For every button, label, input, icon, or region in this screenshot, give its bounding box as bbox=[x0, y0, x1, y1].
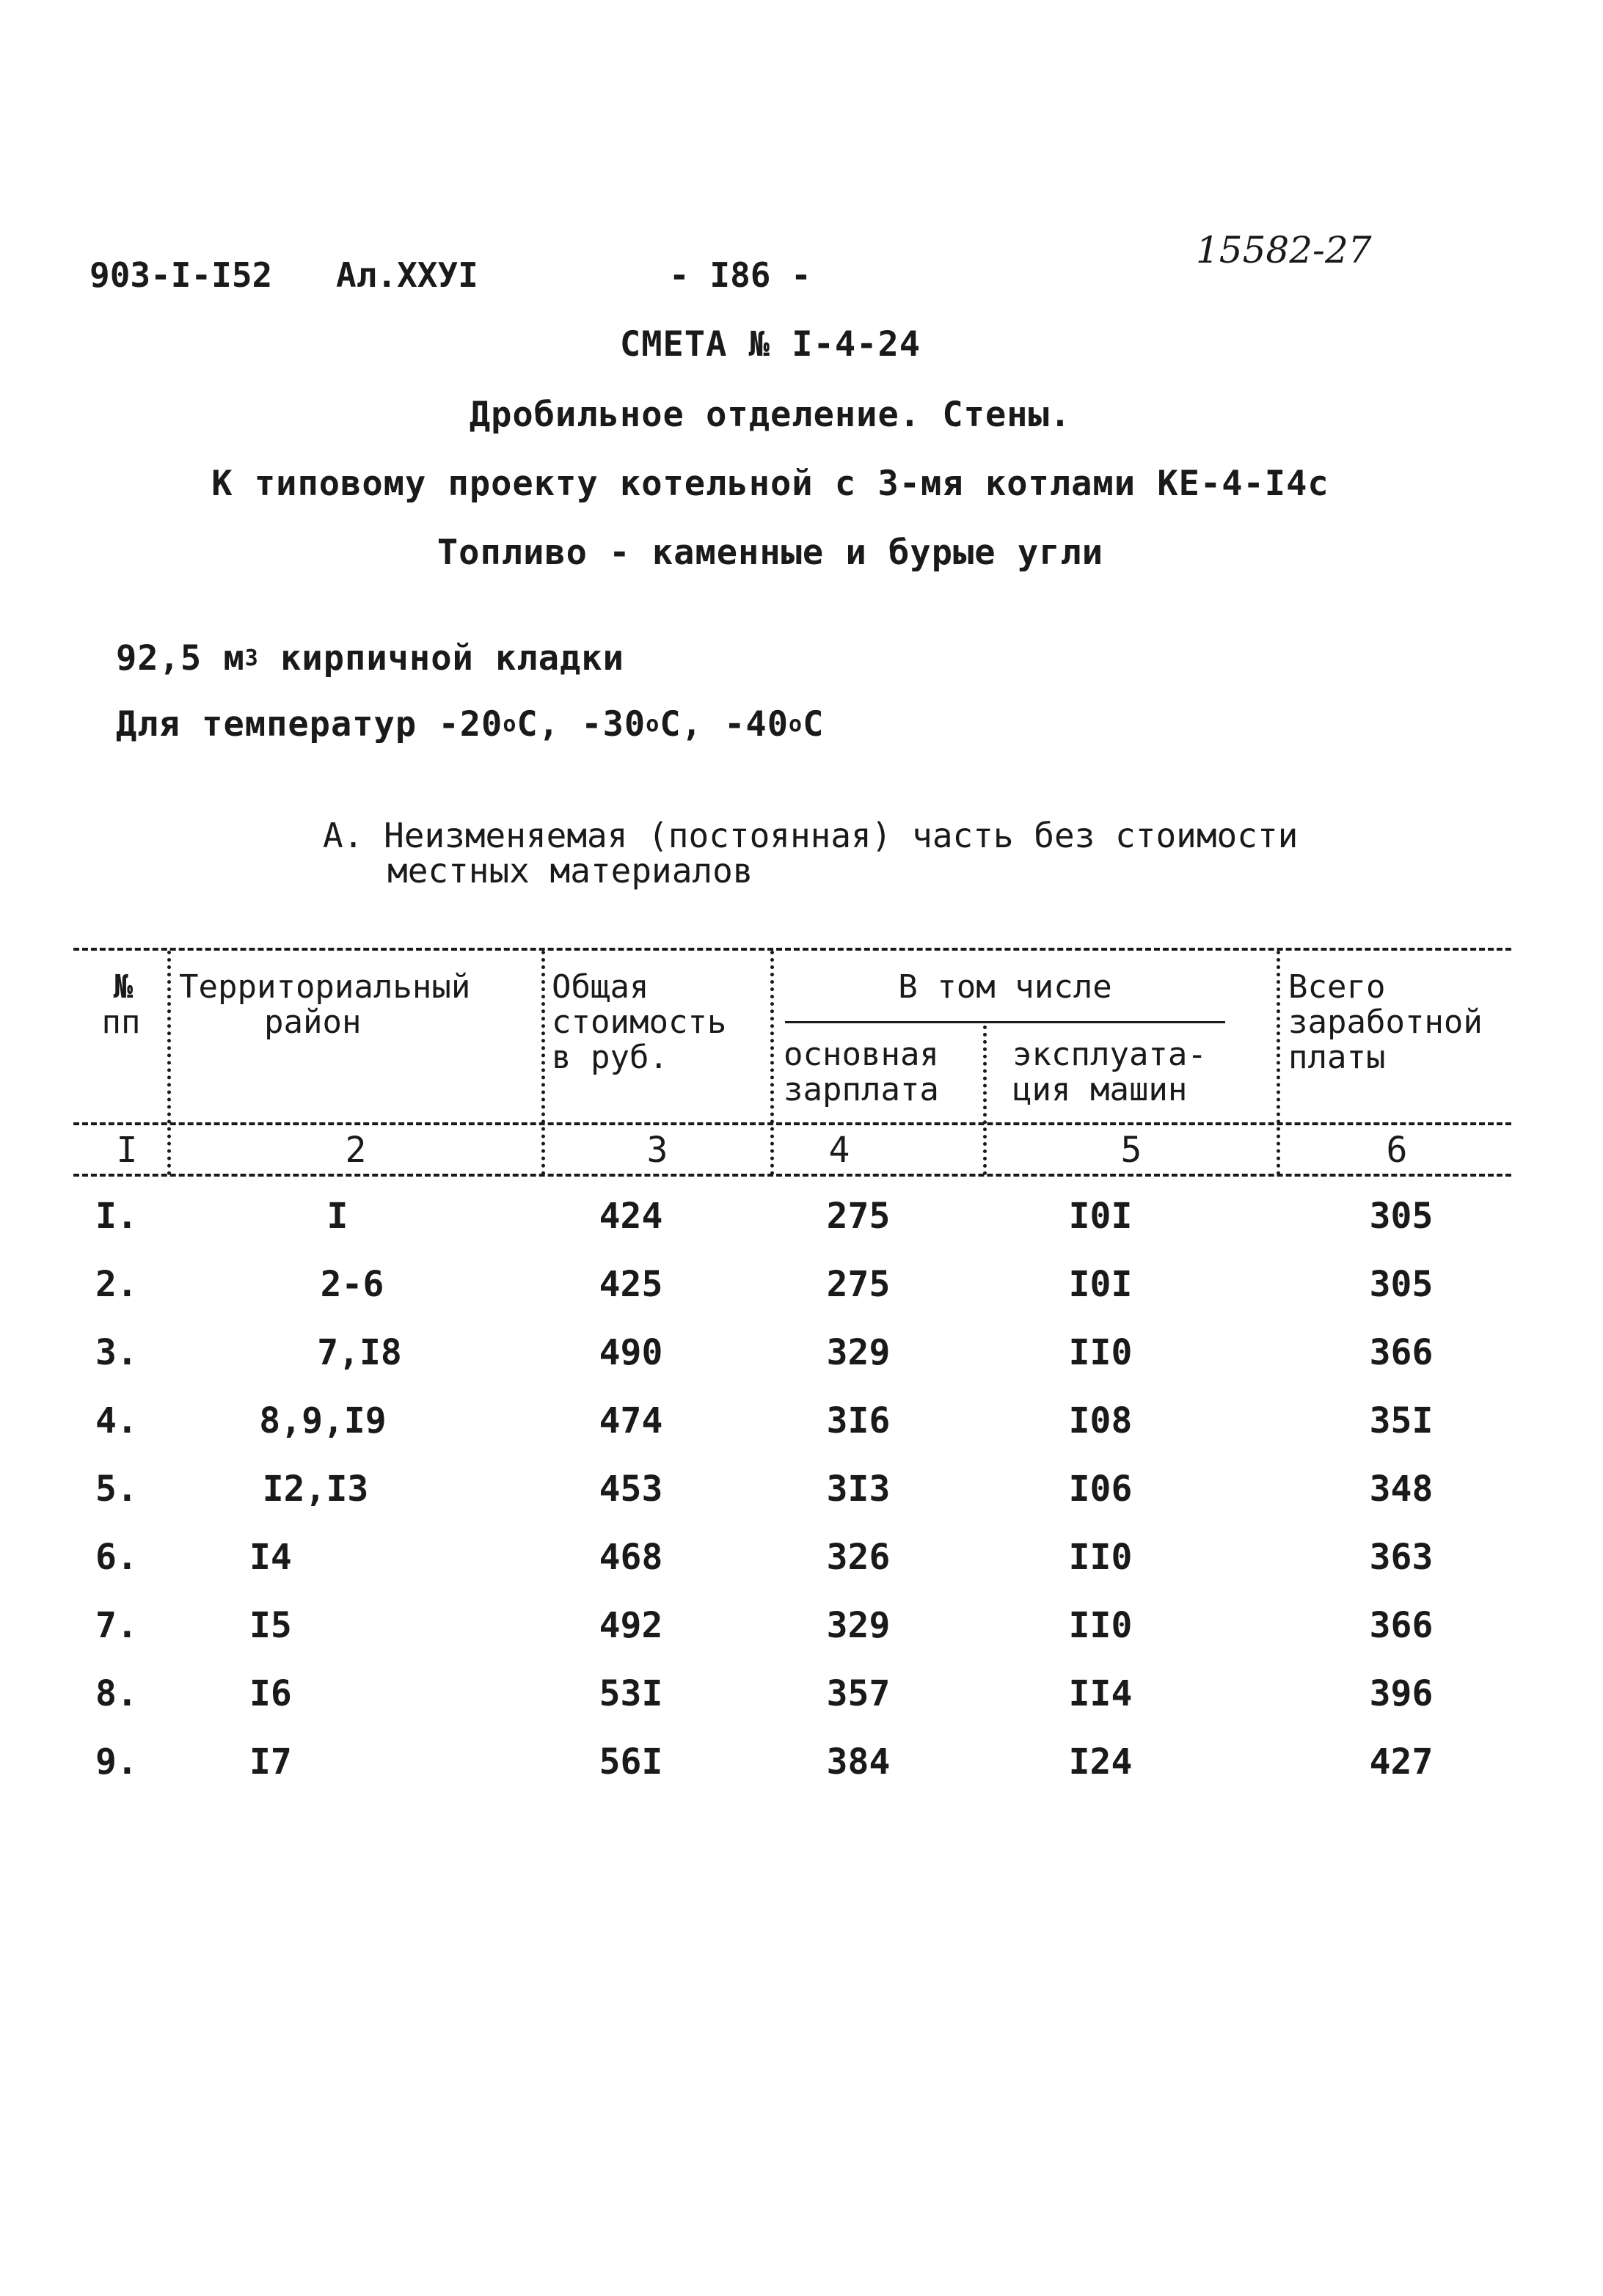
table-body bbox=[0, 1196, 1603, 1810]
header-region: Территориальный bbox=[179, 968, 471, 1006]
row-number: 6. bbox=[95, 1537, 138, 1578]
table-row bbox=[0, 1673, 1603, 1741]
row-machines: I0I bbox=[1068, 1264, 1133, 1305]
project-reference: К типовому проекту котельной с 3-мя котлами КЕ-4-I4с bbox=[211, 464, 1329, 504]
row-machines: I24 bbox=[1068, 1741, 1133, 1783]
row-wages: 348 bbox=[1369, 1469, 1434, 1510]
temperature-range: Для температур $-20^оС$, $-30^оС$, $-40^оС$ bbox=[116, 704, 825, 745]
column-number: I bbox=[116, 1130, 138, 1171]
table-row bbox=[0, 1196, 1603, 1264]
header-base-pay: основная bbox=[784, 1036, 939, 1073]
row-number: 9. bbox=[95, 1741, 138, 1783]
header-total-wages-line2: заработной bbox=[1288, 1003, 1483, 1041]
row-region: 2-6 bbox=[320, 1264, 384, 1305]
row-region: I6 bbox=[249, 1673, 292, 1714]
row-region: I4 bbox=[249, 1537, 292, 1578]
masonry-volume: 92,5 $м^3$ кирпичной кладки bbox=[116, 638, 624, 679]
row-wages: 366 bbox=[1369, 1332, 1434, 1373]
header-total-wages: Всего bbox=[1288, 968, 1386, 1006]
row-machines: I08 bbox=[1068, 1400, 1133, 1441]
row-machines: II0 bbox=[1068, 1537, 1133, 1578]
row-number: I. bbox=[95, 1196, 138, 1237]
header-total-cost: Общая bbox=[552, 968, 649, 1006]
row-base-pay: 329 bbox=[826, 1332, 891, 1373]
column-number: 6 bbox=[1386, 1130, 1408, 1171]
column-number: 3 bbox=[646, 1130, 668, 1171]
row-region: 8,9,I9 bbox=[259, 1400, 387, 1441]
row-number: 2. bbox=[95, 1264, 138, 1305]
header-machine-operation-line2: ция машин bbox=[1012, 1071, 1188, 1108]
row-region: 7,I8 bbox=[317, 1332, 402, 1373]
row-total: 425 bbox=[599, 1264, 663, 1305]
row-number: 5. bbox=[95, 1469, 138, 1510]
table-row bbox=[0, 1400, 1603, 1469]
row-machines: II4 bbox=[1068, 1673, 1133, 1714]
row-wages: 305 bbox=[1369, 1196, 1434, 1237]
row-base-pay: 3I6 bbox=[826, 1400, 891, 1441]
header-number-symbol: № bbox=[113, 968, 134, 1006]
estimate-subtitle: Дробильное отделение. Стены. bbox=[469, 395, 1072, 435]
row-base-pay: 275 bbox=[826, 1264, 891, 1305]
header-machine-operation: эксплуата- bbox=[1012, 1036, 1207, 1073]
section-heading-line2: местных материалов bbox=[387, 851, 753, 891]
table-top-rule bbox=[73, 948, 1511, 951]
table-row bbox=[0, 1537, 1603, 1605]
row-total: 490 bbox=[599, 1332, 663, 1373]
row-machines: I06 bbox=[1068, 1469, 1133, 1510]
row-total: 424 bbox=[599, 1196, 663, 1237]
header-region-line2: район bbox=[264, 1003, 362, 1041]
row-region: I5 bbox=[249, 1605, 292, 1646]
row-total: 468 bbox=[599, 1537, 663, 1578]
document-code: 903-I-I52 bbox=[90, 255, 273, 295]
row-wages: 305 bbox=[1369, 1264, 1434, 1305]
column-number: 2 bbox=[345, 1130, 367, 1171]
fuel-type: Топливо - каменные и бурые угли bbox=[437, 533, 1104, 573]
header-total-wages-line3: платы bbox=[1288, 1039, 1386, 1076]
row-number: 3. bbox=[95, 1332, 138, 1373]
table-row bbox=[0, 1741, 1603, 1810]
header-number-pp: пп bbox=[101, 1003, 141, 1041]
row-number: 7. bbox=[95, 1605, 138, 1646]
row-region: I7 bbox=[249, 1741, 292, 1783]
row-region: I2,I3 bbox=[262, 1469, 369, 1510]
row-total: 492 bbox=[599, 1605, 663, 1646]
table-row bbox=[0, 1469, 1603, 1537]
row-machines: II0 bbox=[1068, 1605, 1133, 1646]
row-number: 8. bbox=[95, 1673, 138, 1714]
table-row bbox=[0, 1605, 1603, 1673]
column-number: 4 bbox=[828, 1130, 850, 1171]
column-number-rule bbox=[73, 1174, 1511, 1177]
header-total-cost-line2: стоимость bbox=[552, 1003, 727, 1041]
row-base-pay: 384 bbox=[826, 1741, 891, 1783]
row-machines: II0 bbox=[1068, 1332, 1133, 1373]
row-wages: 366 bbox=[1369, 1605, 1434, 1646]
row-wages: 35I bbox=[1369, 1400, 1434, 1441]
table-row bbox=[0, 1332, 1603, 1400]
row-number: 4. bbox=[95, 1400, 138, 1441]
table-row bbox=[0, 1264, 1603, 1332]
album-number: Ал.XXУI bbox=[336, 255, 478, 295]
row-total: 56I bbox=[599, 1741, 663, 1783]
column-number: 5 bbox=[1120, 1130, 1142, 1171]
header-base-pay-line2: зарплата bbox=[784, 1071, 939, 1108]
row-base-pay: 357 bbox=[826, 1673, 891, 1714]
row-wages: 363 bbox=[1369, 1537, 1434, 1578]
handwritten-number: 15582-27 bbox=[1196, 229, 1372, 271]
row-base-pay: 326 bbox=[826, 1537, 891, 1578]
row-machines: I0I bbox=[1068, 1196, 1133, 1237]
header-total-cost-line3: в руб. bbox=[552, 1039, 668, 1076]
row-base-pay: 329 bbox=[826, 1605, 891, 1646]
row-total: 474 bbox=[599, 1400, 663, 1441]
row-base-pay: 3I3 bbox=[826, 1469, 891, 1510]
row-wages: 396 bbox=[1369, 1673, 1434, 1714]
header-bottom-rule bbox=[73, 1122, 1511, 1125]
header-including: В том числе bbox=[898, 968, 1112, 1006]
row-total: 453 bbox=[599, 1469, 663, 1510]
estimate-title: СМЕТА № I-4-24 bbox=[619, 324, 921, 365]
section-heading-line1: А. Неизменяемая (постоянная) часть без стоимости bbox=[323, 816, 1299, 855]
row-region: I bbox=[326, 1196, 348, 1237]
section-heading bbox=[323, 816, 1298, 891]
row-total: 53I bbox=[599, 1673, 663, 1714]
group-header-rule bbox=[785, 1021, 1225, 1023]
row-wages: 427 bbox=[1369, 1741, 1434, 1783]
row-base-pay: 275 bbox=[826, 1196, 891, 1237]
page-number: - I86 - bbox=[669, 255, 811, 295]
